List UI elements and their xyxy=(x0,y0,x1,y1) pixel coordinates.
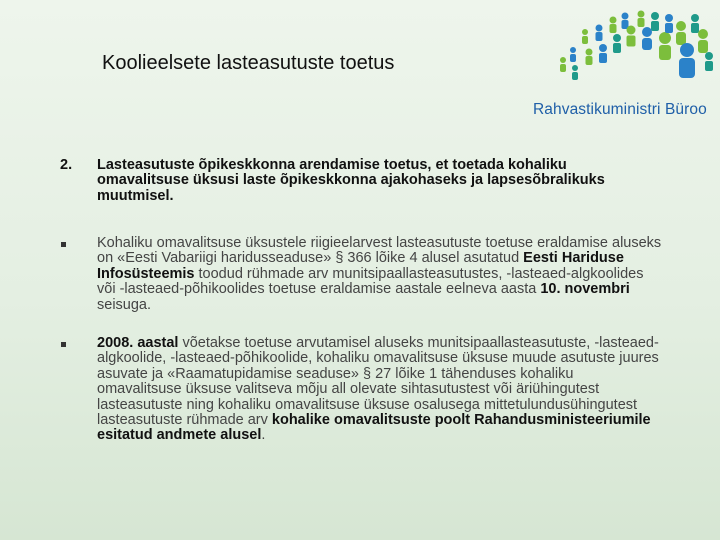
square-bullet-icon xyxy=(61,242,66,247)
people-figures xyxy=(560,11,713,81)
item-number: 2. xyxy=(60,157,73,173)
item-text: Lasteasutuste õpikeskkonna arendamise toetus, et toetada kohaliku omavalitsuse üksusi laste õpikeskkonna ajakohaseks ja lapsesõbralikuks muutmisel. xyxy=(97,157,605,204)
organization-name: Rahvastikuministri Büroo xyxy=(533,101,707,118)
item-text: Kohaliku omavalitsuse üksustele riigieelarvest lasteasutuste toetuse eraldamise aluseks on «Eesti Vabariigi haridusseaduse» § 366 lõike 4 alusel asutatud Eesti Hariduse Infosüsteemis toodud rühmade arv munitsipaallasteasutustes, -lasteaed-algkoolides või -lasteaed-põhikoolides toetuse eraldamise aastale eelneva aasta 10. novembri seisuga. xyxy=(97,235,662,313)
slide-title: Koolieelsete lasteasutuste toetus xyxy=(102,52,395,74)
item-text: 2008. aastal võetakse toetuse arvutamisel aluseks munitsipaallasteasutuste, -lasteaed-algkoolide, -lasteaed-põhikoolide, kohaliku omavalitsuse üksuse muude asutuste juures asuvate ja «Raamatupidamise seaduse» § 27 lõike 1 tähenduses kohaliku omavalitsuse üksuse valitseva mõju all olevate sihtasutustest või äriühingutest lasteasutuste ning kohaliku omavalitsuse üksuse osalusega mittetulundusühingutest lasteasutuste rühmade arv kohalike omavalitsuste poolt Rahandusministeeriumile esitatud andmete alusel. xyxy=(97,335,659,444)
square-bullet-icon xyxy=(61,342,66,347)
people-logo-icon xyxy=(555,8,715,90)
